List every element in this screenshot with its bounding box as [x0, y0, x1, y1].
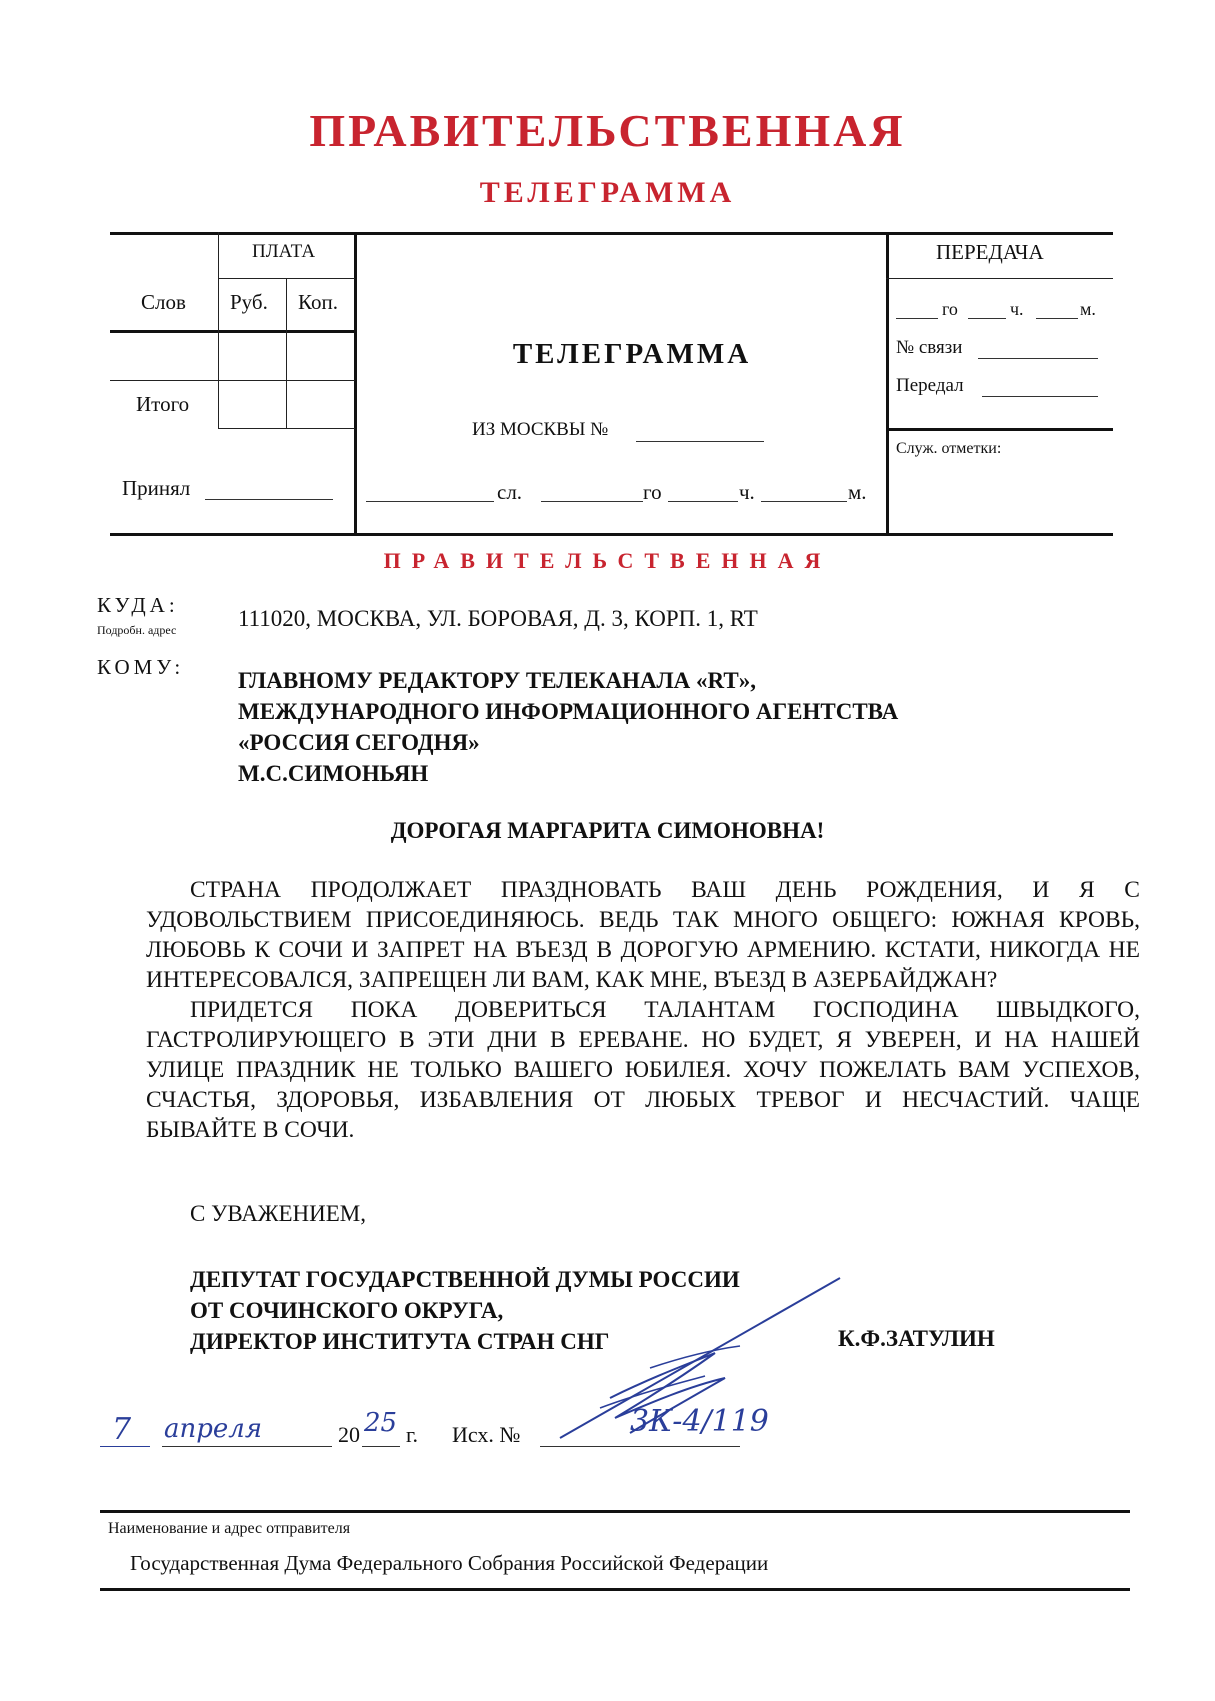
peredal-label: Передал	[896, 375, 964, 396]
government-label: ПРАВИТЕЛЬСТВЕННАЯ	[383, 548, 832, 573]
peredacha-ch: ч.	[1010, 299, 1024, 319]
kuda-address: 111020, МОСКВА, УЛ. БОРОВАЯ, Д. 3, КОРП. 1, RT	[238, 606, 758, 631]
col-line-2	[286, 278, 287, 429]
pg-underline-3	[1036, 318, 1078, 319]
date-line	[100, 1404, 1000, 1458]
document-title: ПРАВИТЕЛЬСТВЕННАЯ	[309, 105, 906, 156]
komu-label: КОМУ:	[97, 655, 185, 679]
peredacha-go: го	[942, 299, 958, 319]
komu-line: М.С.СИМОНЬЯН	[238, 761, 429, 786]
svyazi-label: № связи	[896, 337, 963, 358]
ch-label: ч.	[739, 480, 755, 504]
letter-paragraph: ПРИДЕТСЯ ПОКА ДОВЕРИТЬСЯ ТАЛАНТАМ ГОСПОДИНА ШВЫДКОГО, ГАСТРОЛИРУЮЩЕГО В ЭТИ ДНИ В ЕРЕВАНЕ. НО БУДЕТ, Я УВЕРЕН, И НА НАШЕЙ УЛИЦЕ ПРАЗДНИК НЕ ТОЛЬКО ВАШЕГО ЮБИЛЕЯ. ХОЧУ ПОЖЕЛАТЬ ВАМ УСПЕХОВ, СЧАСТЬЯ, ЗДОРОВЬЯ, ИЗБАВЛЕНИЯ ОТ ЛЮБЫХ ТРЕВОГ И НЕСЧАСТИЙ. ЧАЩЕ БЫВАЙТЕ В СОЧИ.	[146, 997, 1140, 1143]
komu-line: «РОССИЯ СЕГОДНЯ»	[238, 730, 480, 755]
year-prefix: 20	[338, 1422, 360, 1447]
sender-name: Государственная Дума Федерального Собрания Российской Федерации	[130, 1551, 769, 1575]
col-line-1	[218, 232, 219, 429]
letter-paragraph: СТРАНА ПРОДОЛЖАЕТ ПРАЗДНОВАТЬ ВАШ ДЕНЬ РОЖДЕНИЯ, И Я С УДОВОЛЬСТВИЕМ ПРИСОЕДИНЯЮСЬ. ВЕДЬ ТАК МНОГО ОБЩЕГО: ЮЖНАЯ КРОВЬ, ЛЮБОВЬ К СОЧИ И ЗАПРЕТ НА ВЪЕЗД В ДОРОГУЮ АРМЕНИЮ. КСТАТИ, НИКОГДА НЕ ИНТЕРЕСОВАЛСЯ, ЗАПРЕЩЕН ЛИ ВАМ, КАК МНЕ, ВЪЕЗД В АЗЕРБАЙДЖАН?	[146, 877, 1140, 993]
m-underline	[761, 501, 847, 502]
telegram-center-title: ТЕЛЕГРАММА	[512, 338, 752, 370]
kuda-label: КУДА:	[97, 593, 179, 617]
peredacha-m: м.	[1080, 299, 1096, 319]
komu-line: ГЛАВНОМУ РЕДАКТОРУ ТЕЛЕКАНАЛА «RT»,	[238, 668, 756, 693]
peredal-underline	[982, 396, 1098, 397]
date-month: апреля	[164, 1414, 263, 1444]
ref-number: 3К-4/119	[630, 1404, 769, 1439]
itogo-line	[110, 380, 355, 381]
sender-label: Наименование и адрес отправителя	[108, 1520, 351, 1537]
letter-body	[146, 875, 1140, 1145]
plata-label: ПЛАТА	[252, 241, 316, 262]
date-day: 7	[112, 1412, 132, 1447]
iz-moskvy-label: ИЗ МОСКВЫ №	[472, 419, 609, 440]
kop-label: Коп.	[298, 290, 338, 314]
prinyal-underline	[205, 499, 333, 500]
rub-label: Руб.	[230, 290, 268, 314]
sl-underline	[366, 501, 494, 502]
ref-underline	[540, 1446, 740, 1447]
peredacha-line	[886, 278, 1113, 279]
footer-top-border	[100, 1510, 1130, 1513]
sluzh-line	[886, 428, 1113, 431]
go-label: го	[643, 480, 662, 504]
svyazi-underline	[978, 358, 1098, 359]
itogo-label: Итого	[136, 392, 190, 416]
footer-bottom-border	[100, 1588, 1130, 1591]
slov-label: Слов	[141, 290, 186, 314]
signature-line: ОТ СОЧИНСКОГО ОКРУГА,	[190, 1298, 504, 1323]
closing: С УВАЖЕНИЕМ,	[190, 1201, 367, 1226]
komu-line: МЕЖДУНАРОДНОГО ИНФОРМАЦИОННОГО АГЕНТСТВА	[238, 699, 899, 724]
go-underline	[541, 501, 643, 502]
month-underline	[162, 1446, 332, 1447]
day-underline	[100, 1446, 150, 1447]
sl-label: сл.	[497, 480, 523, 504]
form-bottom-border	[110, 533, 1113, 536]
m-label: м.	[848, 480, 867, 504]
slov-line	[110, 330, 355, 333]
year-underline	[362, 1446, 400, 1447]
peredacha-label: ПЕРЕДАЧА	[936, 240, 1044, 264]
signature-line: ДИРЕКТОР ИНСТИТУТА СТРАН СНГ	[190, 1329, 610, 1354]
year-suffix: 25	[364, 1408, 398, 1438]
iz-moskvy-underline	[636, 441, 764, 442]
ch-underline	[668, 501, 738, 502]
pg-underline-2	[968, 318, 1006, 319]
salutation: ДОРОГАЯ МАРГАРИТА СИМОНОВНА!	[390, 818, 825, 843]
signature-line: ДЕПУТАТ ГОСУДАРСТВЕННОЙ ДУМЫ РОССИИ	[190, 1267, 740, 1292]
form-top-border	[110, 232, 1113, 235]
prinyal-label: Принял	[122, 476, 191, 500]
year-g: г.	[406, 1422, 419, 1447]
ref-label: Исх. №	[452, 1422, 521, 1447]
kuda-sublabel: Подробн. адрес	[97, 623, 177, 637]
komu-recipient	[238, 665, 898, 789]
document-subtitle: ТЕЛЕГРАММА	[479, 176, 736, 209]
pg-underline-1	[896, 318, 938, 319]
signer-name: К.Ф.ЗАТУЛИН	[838, 1326, 995, 1351]
sluzh-label: Служ. отметки:	[896, 440, 1002, 457]
